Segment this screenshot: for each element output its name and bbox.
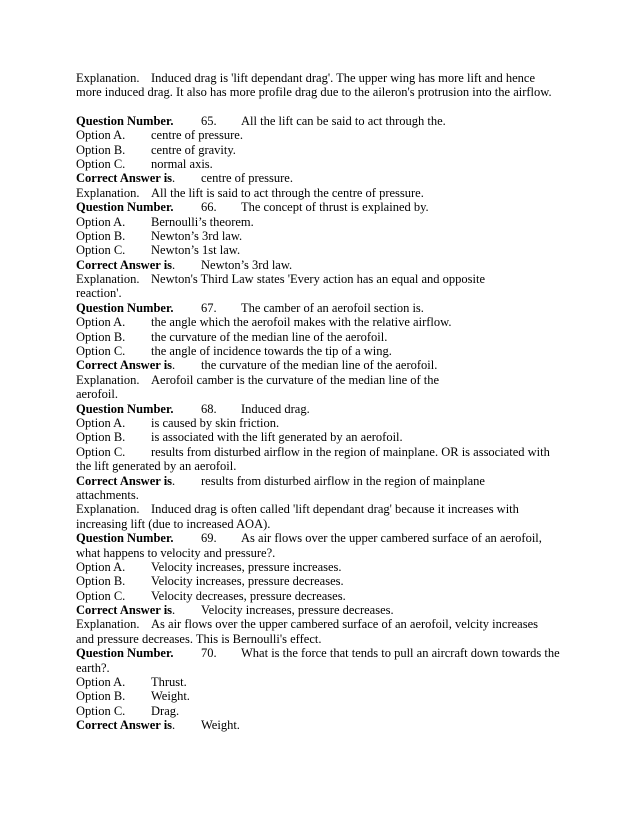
question-text: The camber of an aerofoil section is. [241,300,424,315]
option-c-text: normal axis. [151,156,213,171]
question-number: 69. [201,531,217,546]
explanation-text: As air flows over the upper cambered surface of an aerofoil, velcity increases [151,617,538,632]
option-a-label: Option A. [76,559,126,574]
option-c-line [76,157,578,171]
question-number-label: Question Number. [76,401,174,416]
option-a-text: Velocity increases, pressure increases. [151,559,342,574]
correct-answer-line [76,358,578,372]
option-c-label: Option C. [76,588,126,603]
question-text: What is the force that tends to pull an aircraft down towards the [241,646,560,661]
correct-answer-line [76,603,578,617]
option-b-line [76,430,578,444]
explanation-line [76,502,578,516]
option-a-text: Thrust. [151,675,187,690]
explanation-text-line1: Induced drag is 'lift dependant drag'. The upper wing has more lift and hence [151,71,536,85]
option-c-text: Velocity decreases, pressure decreases. [151,588,346,603]
explanation-line [76,617,578,631]
explanation-text: All the lift is said to act through the centre of pressure. [151,185,424,200]
explanation-label: Explanation. [76,617,140,632]
option-c-line [76,344,578,358]
explanation-line [76,71,578,85]
correct-answer-text: results from disturbed airflow in the region of mainplane [201,473,485,488]
option-c-line [76,445,578,459]
correct-answer-label [76,603,201,617]
question-continuation [76,661,578,675]
question-line [76,114,578,128]
option-c-label: Option C. [76,444,126,459]
option-c-line [76,243,578,257]
correct-answer-line [76,718,578,732]
explanation-continuation [76,387,578,401]
option-c-label: Option C. [76,703,126,718]
correct-answer-text: Weight. [201,718,240,733]
option-c-text: results from disturbed airflow in the region of mainplane. OR is associated with [151,444,550,459]
option-c-label: Option C. [76,156,126,171]
option-b-label: Option B. [76,574,126,589]
correct-answer-label-text: Correct Answer is [76,257,173,272]
correct-answer-label-text: Correct Answer is [76,358,173,373]
correct-answer-label-text: Correct Answer is [76,473,173,488]
option-a-line [76,315,578,329]
option-c-text-cont: the lift generated by an aerofoil. [76,459,237,474]
option-a-line [76,128,578,142]
explanation-label: Explanation. [76,272,140,287]
explanation-continuation [76,286,578,300]
option-b-label: Option B. [76,430,126,445]
correct-answer-label [76,474,201,488]
explanation-line [76,85,578,99]
question-number: 68. [201,401,217,416]
correct-answer-dot: . [172,603,176,618]
option-c-label: Option C. [76,243,126,258]
option-a-text: centre of pressure. [151,128,243,143]
correct-answer-text: Velocity increases, pressure decreases. [201,603,394,618]
correct-answer-label [76,718,201,732]
option-b-line [76,229,578,243]
option-b-line [76,689,578,703]
question-line [76,646,578,660]
option-a-label: Option A. [76,214,126,229]
correct-answer-dot: . [172,257,176,272]
correct-answer-line [76,258,578,272]
question-text: Induced drag. [241,401,310,416]
question-line [76,531,578,545]
option-c-text: Newton’s 1st law. [151,243,241,258]
option-c-text: Drag. [151,703,180,718]
question-text: All the lift can be said to act through the. [241,113,446,128]
question-text-cont: earth?. [76,660,110,675]
question-number-label: Question Number. [76,300,174,315]
question-text: As air flows over the upper cambered surface of an aerofoil, [241,531,542,546]
explanation-line [76,186,578,200]
option-c-line [76,589,578,603]
option-c-continuation [76,459,578,473]
explanation-text: Induced drag is often called 'lift dependant drag' because it increases with [151,502,519,517]
question-number-label: Question Number. [76,646,174,661]
explanation-label: Explanation. [76,502,140,517]
option-b-text: Newton’s 3rd law. [151,228,243,243]
correct-answer-label-text: Correct Answer is [76,718,173,733]
correct-answer-line [76,171,578,185]
question-continuation [76,546,578,560]
correct-answer-text-cont: attachments. [76,487,139,502]
correct-answer-label [76,358,201,372]
option-c-text: the angle of incidence towards the tip of a wing. [151,344,392,359]
option-a-text: Bernoulli’s theorem. [151,214,254,229]
option-a-line [76,560,578,574]
question-number-label: Question Number. [76,113,174,128]
option-a-line [76,416,578,430]
correct-answer-dot: . [172,473,176,488]
question-line [76,402,578,416]
option-a-line [76,215,578,229]
option-a-line [76,675,578,689]
correct-answer-label-text: Correct Answer is [76,171,173,186]
option-a-label: Option A. [76,128,126,143]
correct-answer-dot: . [172,171,176,186]
question-number: 66. [201,200,217,215]
option-b-line [76,574,578,588]
correct-answer-label [76,171,201,185]
correct-answer-label-text: Correct Answer is [76,603,173,618]
question-number-label: Question Number. [76,531,174,546]
explanation-label: Explanation. [76,372,140,387]
option-a-label: Option A. [76,315,126,330]
option-b-label: Option B. [76,689,126,704]
correct-answer-line [76,474,578,488]
option-a-label: Option A. [76,415,126,430]
explanation-continuation [76,632,578,646]
explanation-text-cont: reaction'. [76,286,122,301]
explanation-text: Aerofoil camber is the curvature of the median line of the [151,372,440,387]
option-c-label: Option C. [76,344,126,359]
question-text-cont: what happens to velocity and pressure?. [76,545,276,560]
option-a-label: Option A. [76,675,126,690]
option-b-text: Weight. [151,689,190,704]
explanation-continuation [76,517,578,531]
correct-answer-text: the curvature of the median line of the aerofoil. [201,358,438,373]
paragraph-gap [76,100,578,114]
option-b-line [76,330,578,344]
option-a-text: the angle which the aerofoil makes with the relative airflow. [151,315,452,330]
option-b-label: Option B. [76,142,126,157]
option-b-label: Option B. [76,228,126,243]
option-b-text: is associated with the lift generated by an aerofoil. [151,430,403,445]
explanation-text-cont: aerofoil. [76,387,118,402]
explanation-line [76,373,578,387]
explanation-text-line2: more induced drag. It also has more profile drag due to the aileron's protrusion into the airflow. [76,85,552,100]
option-b-text: centre of gravity. [151,142,236,157]
question-text: The concept of thrust is explained by. [241,200,429,215]
correct-answer-dot: . [172,718,176,733]
option-b-text: Velocity increases, pressure decreases. [151,574,344,589]
correct-answer-label [76,258,201,272]
option-a-text: is caused by skin friction. [151,415,280,430]
correct-answer-text: Newton’s 3rd law. [201,257,293,272]
explanation-label: Explanation. [76,71,140,85]
option-b-label: Option B. [76,329,126,344]
option-b-line [76,143,578,157]
option-b-text: the curvature of the median line of the aerofoil. [151,329,388,344]
correct-answer-text: centre of pressure. [201,171,293,186]
explanation-label: Explanation. [76,185,140,200]
question-line [76,200,578,214]
question-line [76,301,578,315]
question-number: 65. [201,113,217,128]
correct-answer-dot: . [172,358,176,373]
explanation-text-cont: increasing lift (due to increased AOA). [76,516,271,531]
explanation-line [76,272,578,286]
explanation-text: Newton's Third Law states 'Every action has an equal and opposite [151,272,486,287]
question-number: 70. [201,646,217,661]
correct-answer-continuation [76,488,578,502]
question-number: 67. [201,300,217,315]
question-number-label: Question Number. [76,200,174,215]
option-c-line [76,704,578,718]
explanation-text-cont: and pressure decreases. This is Bernoulli's effect. [76,631,322,646]
